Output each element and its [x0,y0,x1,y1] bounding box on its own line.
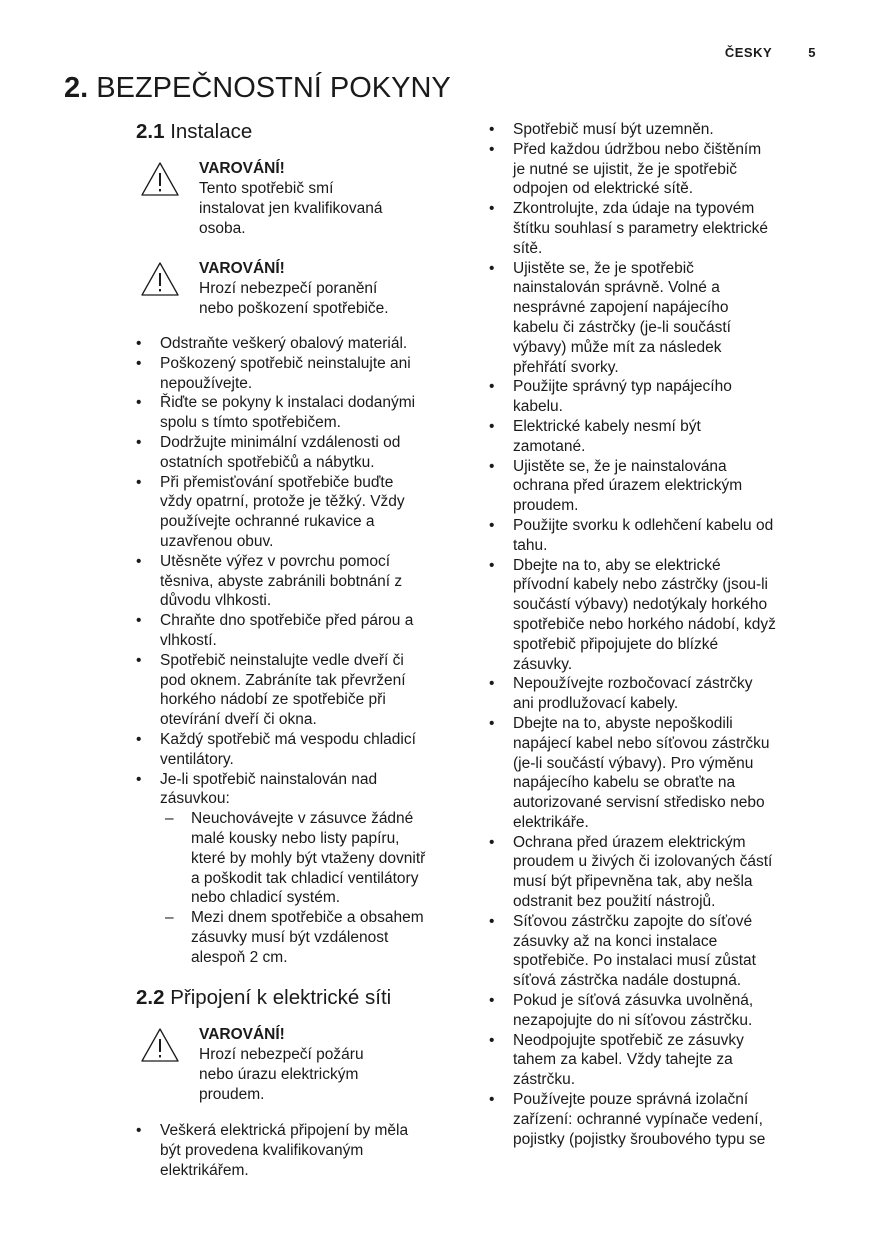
list-item: • Utěsněte výřez v povrchu pomocí těsniva, abyste zabránili bobtnání z důvodu vlhkosti. [136,552,462,611]
installation-list [136,334,462,968]
list-item: • Zkontrolujte, zda údaje na typovém štítku souhlasí s parametry elektrické sítě. [489,199,829,258]
electrical-list-left [136,1121,462,1180]
list-item: • Ochrana před úrazem elektrickým proudem u živých či izolovaných částí musí být připevněna tak, aby nešla odstranit bez použití nástrojů. [489,833,829,912]
list-item: • Je-li spotřebič nainstalován nad zásuvkou: – Neuchovávejte v zásuvce žádné malé kousky nebo listy papíru, které by mohly být vtaženy dovnitř a poškodit tak chladicí ventilátory nebo chladicí systém. – Mezi dnem spotřebiče a obsahem zásuvky musí být vzdálenost alespoň 2 cm. [136,770,462,968]
list-item: • Neodpojujte spotřebič ze zásuvky tahem za kabel. Vždy tahejte za zástrčku. [489,1031,829,1090]
title-number: 2. [64,72,89,104]
list-item: • Veškerá elektrická připojení by měla být provedena kvalifikovaným elektrikářem. [136,1121,462,1180]
warning-line: Hrozí nebezpečí požáru [199,1046,364,1063]
warning-line: Tento spotřebič smí [199,180,334,197]
warning-box-1 [136,159,525,239]
list-item: • Dbejte na to, aby se elektrické přívodní kabely nebo zástrčky (jsou-li součástí výbavy) nedotýkaly horkého spotřebiče nebo horkého nádobí, když spotřebič připojujete do blízké zásuvky. [489,556,829,675]
header-language: ČESKY [724,45,773,60]
section-title: Instalace [170,120,253,143]
list-item: • Nepoužívejte rozbočovací zástrčky ani prodlužovací kabely. [489,674,829,714]
list-item: • Použijte svorku k odlehčení kabelu od tahu. [489,516,829,556]
page-number: 5 [808,45,816,60]
warning-line: nebo poškození spotřebiče. [199,300,389,317]
list-item: • Pokud je síťová zásuvka uvolněná, nezapojujte do ni síťovou zástrčku. [489,991,829,1031]
warning-box-3 [136,1025,525,1105]
sub-list-item: – Mezi dnem spotřebiče a obsahem zásuvky musí být vzdálenost alespoň 2 cm. [160,908,462,967]
sub-list [160,809,462,967]
list-item: • Dbejte na to, abyste nepoškodili napájecí kabel nebo síťovou zástrčku (je-li součástí výbavy). Pro výměnu napájecího kabelu se obraťte na autorizované servisní středisko nebo elektrikáře. [489,714,829,833]
list-item: • Chraňte dno spotřebiče před párou a vlhkostí. [136,611,462,651]
warning-label: VAROVÁNÍ! [199,160,285,177]
warning-triangle-icon [140,1027,180,1063]
section-heading-electrical [136,985,462,1011]
list-item: • Každý spotřebič má vespodu chladicí ventilátory. [136,730,462,770]
list-item: • Spotřebič neinstalujte vedle dveří či pod oknem. Zabráníte tak převržení horkého nádobí ze spotřebiče při otevírání dveří či okna. [136,651,462,730]
sub-list-item: – Neuchovávejte v zásuvce žádné malé kousky nebo listy papíru, které by mohly být vtaženy dovnitř a poškodit tak chladicí ventilátory nebo chladicí systém. [160,809,462,908]
warning-line: Hrozí nebezpečí poranění [199,280,378,297]
warning-triangle-icon [140,261,180,297]
list-item: • Odstraňte veškerý obalový materiál. [136,334,462,354]
list-item: • Použijte správný typ napájecího kabelu. [489,377,829,417]
list-item: • Používejte pouze správná izolační zařízení: ochranné vypínače vedení, pojistky (pojistky šroubového typu se [489,1090,829,1149]
list-item: • Ujistěte se, že je nainstalována ochrana před úrazem elektrickým proudem. [489,457,829,516]
list-item: • Při přemisťování spotřebiče buďte vždy opatrní, protože je těžký. Vždy používejte ochranné rukavice a uzavřenou obuv. [136,473,462,552]
electrical-list-right [489,120,829,1149]
warning-label: VAROVÁNÍ! [199,1026,285,1043]
warning-line: osoba. [199,220,246,237]
section-number: 2.2 [136,986,165,1009]
right-column [489,120,829,1149]
list-item: • Elektrické kabely nesmí být zamotané. [489,417,829,457]
title-text: BEZPEČNOSTNÍ POKYNY [96,72,451,104]
list-item: • Síťovou zástrčku zapojte do síťové zásuvky až na konci instalace spotřebiče. Po instalaci musí zůstat síťová zástrčka nadále dostupná. [489,912,829,991]
warning-triangle-icon [140,161,180,197]
warning-line: proudem. [199,1086,265,1103]
section-title: Připojení k elektrické síti [170,986,392,1009]
warning-line: nebo úrazu elektrickým [199,1066,359,1083]
list-item: • Řiďte se pokyny k instalaci dodanými spolu s tímto spotřebičem. [136,393,462,433]
section-number: 2.1 [136,120,165,143]
list-item: • Poškozený spotřebič neinstalujte ani nepoužívejte. [136,354,462,394]
section-heading-installation [136,119,462,145]
list-item: • Ujistěte se, že je spotřebič nainstalován správně. Volné a nesprávné zapojení napájecího kabelu či zástrčky (je-li součástí výbavy) může mít za následek přehřátí svorky. [489,259,829,378]
warning-label: VAROVÁNÍ! [199,260,285,277]
page-title [64,70,451,106]
warning-box-2 [136,259,525,319]
warning-line: instalovat jen kvalifikovaná [199,200,383,217]
list-item: • Spotřebič musí být uzemněn. [489,120,829,140]
page-header [725,45,816,60]
list-item: • Před každou údržbou nebo čištěním je nutné se ujistit, že je spotřebič odpojen od elektrické sítě. [489,140,829,199]
list-item: • Dodržujte minimální vzdálenosti od ostatních spotřebičů a nábytku. [136,433,462,473]
